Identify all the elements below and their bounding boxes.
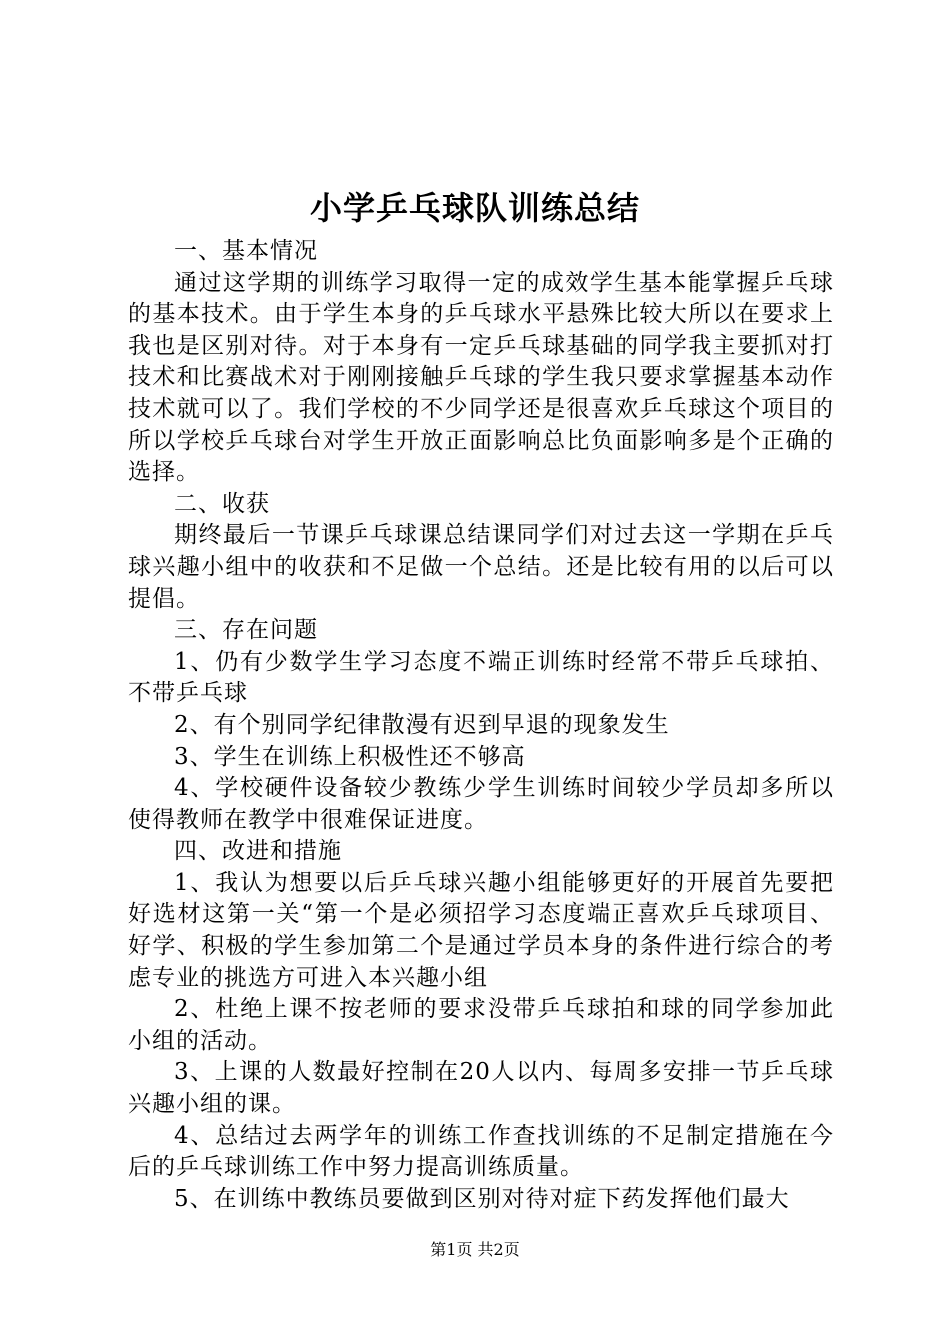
paragraph-gains: 期终最后一节课乒乓球课总结课同学们对过去这一学期在乒乓球兴趣小组中的收获和不足做一个总结。还是比较有用的以后可以提倡。 — [128, 522, 834, 612]
section-heading-improvements: 四、改进和措施 — [174, 838, 342, 865]
page-footer: 第1页 共2页 — [430, 1240, 520, 1259]
problem-item-1: 1、仍有少数学生学习态度不端正训练时经常不带乒乓球拍、不带乒乓球 — [128, 648, 834, 707]
paragraph-basic: 通过这学期的训练学习取得一定的成效学生基本能掌握乒乓球的基本技术。由于学生本身的乒乓球水平悬殊比较大所以在要求上我也是区别对待。对于本身有一定乒乓球基础的同学我主要抓对打技术和比赛战术对于刚刚接触乒乓球的学生我只要求掌握基本动作技术就可以了。我们学校的不少同学还是很喜欢乒乓球这个项目的所以学校乒乓球台对学生开放正面影响总比负面影响多是个正确的选择。 — [128, 269, 834, 486]
problem-item-3: 3、学生在训练上积极性还不够高 — [174, 743, 526, 770]
section-heading-problems: 三、存在问题 — [174, 617, 318, 644]
problem-item-2: 2、有个别同学纪律散漫有迟到早退的现象发生 — [174, 711, 670, 738]
section-heading-gains: 二、收获 — [174, 490, 270, 517]
improvement-item-1: 1、我认为想要以后乒乓球兴趣小组能够更好的开展首先要把好选材这第一关“第一个是必须招学习态度端正喜欢乒乓球项目、好学、积极的学生参加第二个是通过学员本身的条件进行综合的考虑专业的挑选方可进入本兴趣小组 — [128, 869, 834, 991]
improvement-item-2: 2、杜绝上课不按老师的要求没带乒乓球拍和球的同学参加此小组的活动。 — [128, 996, 834, 1054]
problem-item-4: 4、学校硬件设备较少教练少学生训练时间较少学员却多所以使得教师在教学中很难保证进度。 — [128, 775, 834, 833]
improvement-item-3: 3、上课的人数最好控制在20人以内、每周多安排一节乒乓球兴趣小组的课。 — [128, 1059, 834, 1118]
improvement-item-5: 5、在训练中教练员要做到区别对待对症下药发挥他们最大 — [174, 1185, 790, 1212]
document-body — [128, 236, 834, 1215]
document-title: 小学乒乓球队训练总结 — [309, 189, 640, 227]
section-heading-basic: 一、基本情况 — [174, 238, 318, 264]
improvement-item-4: 4、总结过去两学年的训练工作查找训练的不足制定措施在今后的乒乓球训练工作中努力提高训练质量。 — [128, 1122, 834, 1181]
